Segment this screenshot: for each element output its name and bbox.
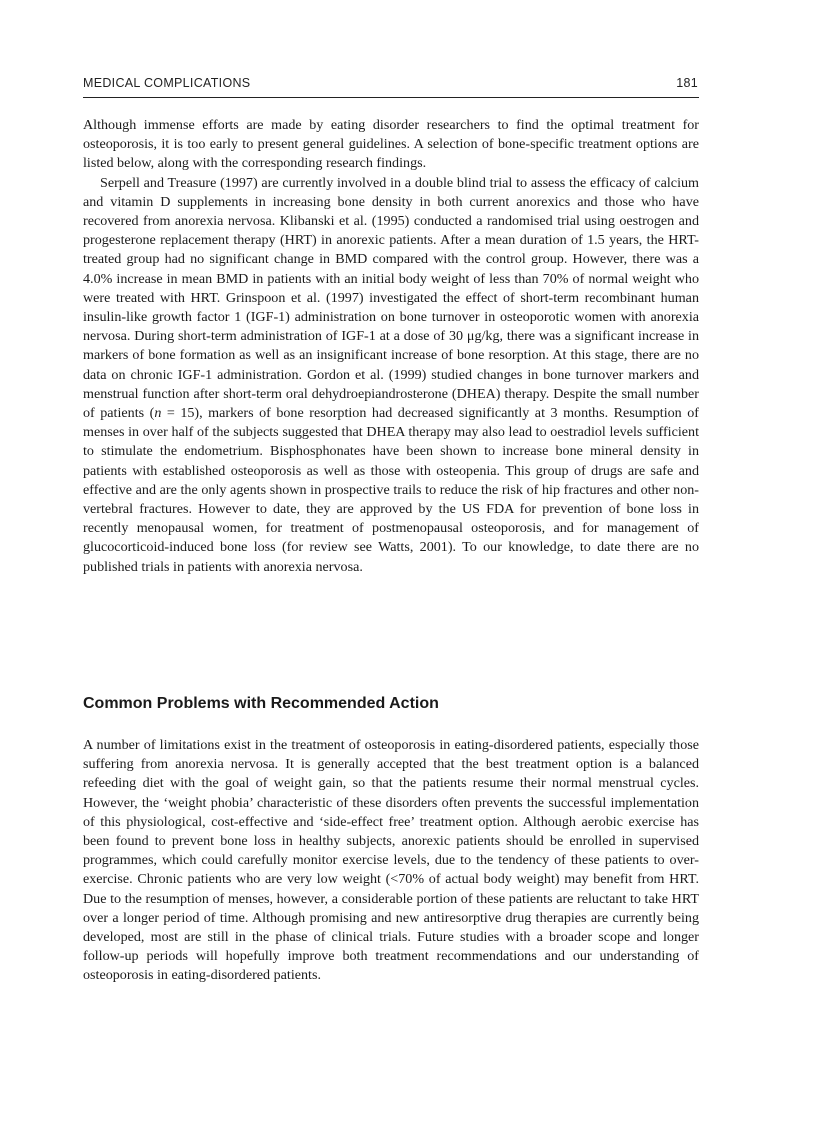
page-number: 181 — [676, 76, 698, 90]
header-rule — [83, 97, 699, 98]
running-title: MEDICAL COMPLICATIONS — [83, 76, 251, 90]
section-text-block — [83, 736, 699, 986]
section-heading: Common Problems with Recommended Action — [83, 695, 439, 712]
intro-text-block — [83, 116, 699, 577]
section-paragraph-1: A number of limitations exist in the treatment of osteoporosis in eating-disordered patients, especially those suffering from anorexia nervosa. It is generally accepted that the best treatment option is a balanced refeeding diet with the goal of weight gain, so that the patients resume their normal menstrual cycles. However, the ‘weight phobia’ characteristic of these disorders often prevents the successful implementation of this physiological, cost-effective and ‘side-effect free’ treatment option. Although aerobic exercise has been found to prevent bone loss in healthy subjects, anorexic patients should be enrolled in supervised programmes, which could carefully monitor exercise levels, due to the tendency of these patients to over-exercise. Chronic patients who are very low weight (<70% of actual body weight) may benefit from HRT. Due to the resumption of menses, however, a considerable portion of these patients are reluctant to take HRT over a longer period of time. Although promising and new antiresorptive drug therapies are currently being developed, most are still in the phase of clinical trials. Future studies with a broader scope and longer follow-up periods will hopefully improve both treatment recommendations and our understanding of osteoporosis in eating-disordered patients. — [83, 737, 699, 984]
running-head — [83, 76, 698, 90]
intro-paragraph-2-part-b: = 15), markers of bone resorption had decreased significantly at 3 months. Resumption of menses in over half of the subjects suggested that DHEA therapy may also lead to oestradiol levels sufficient to stimulate the endometrium. Bisphosphonates have been shown to increase bone mineral density in patients with established osteoporosis as well as those with osteopenia. This group of drugs are safe and effective and are the only agents shown in prospective trails to reduce the risk of hip fractures and other non-vertebral fractures. However to date, they are approved by the US FDA for prevention of bone loss in recently menopausal women, for treatment of postmenopausal osteoporosis, and for management of glucocorticoid-induced bone loss (for review see Watts, 2001). To our knowledge, to date there are no published trials in patients with anorexia nervosa. — [83, 405, 699, 575]
intro-paragraph-1: Although immense efforts are made by eating disorder researchers to find the optimal treatment for osteoporosis, it is too early to present general guidelines. A selection of bone-specific treatment options are listed below, along with the corresponding research findings. — [83, 117, 699, 172]
sample-size-symbol: n — [154, 405, 162, 422]
intro-paragraph-2-part-a: Serpell and Treasure (1997) are currently involved in a double blind trial to assess the efficacy of calcium and vitamin D supplements in increasing bone density in both current anorexics and those who have recovered from anorexia nervosa. Klibanski et al. (1995) conducted a randomised trial using oestrogen and progesterone replacement therapy (HRT) in anorexic patients. After a mean duration of 1.5 years, the HRT-treated group had no significant change in BMD compared with the control group. However, there was a 4.0% increase in mean BMD in patients with an initial body weight of less than 70% of normal weight who were treated with HRT. Grinspoon et al. (1997) investigated the effect of short-term recombinant human insulin-like growth factor 1 (IGF-1) administration on bone turnover in osteoporotic women with anorexia nervosa. During short-term administration of IGF-1 at a dose of 30 μg/kg, there was a significant increase in markers of bone formation as well as an insignificant increase of bone resorption. At this stage, there are no data on chronic IGF-1 administration. Gordon et al. (1999) studied changes in bone turnover markers and menstrual function after short-term oral dehydroepiandrosterone (DHEA) therapy. Despite the small number of patients ( — [83, 174, 699, 422]
intro-paragraph-2 — [83, 174, 699, 577]
